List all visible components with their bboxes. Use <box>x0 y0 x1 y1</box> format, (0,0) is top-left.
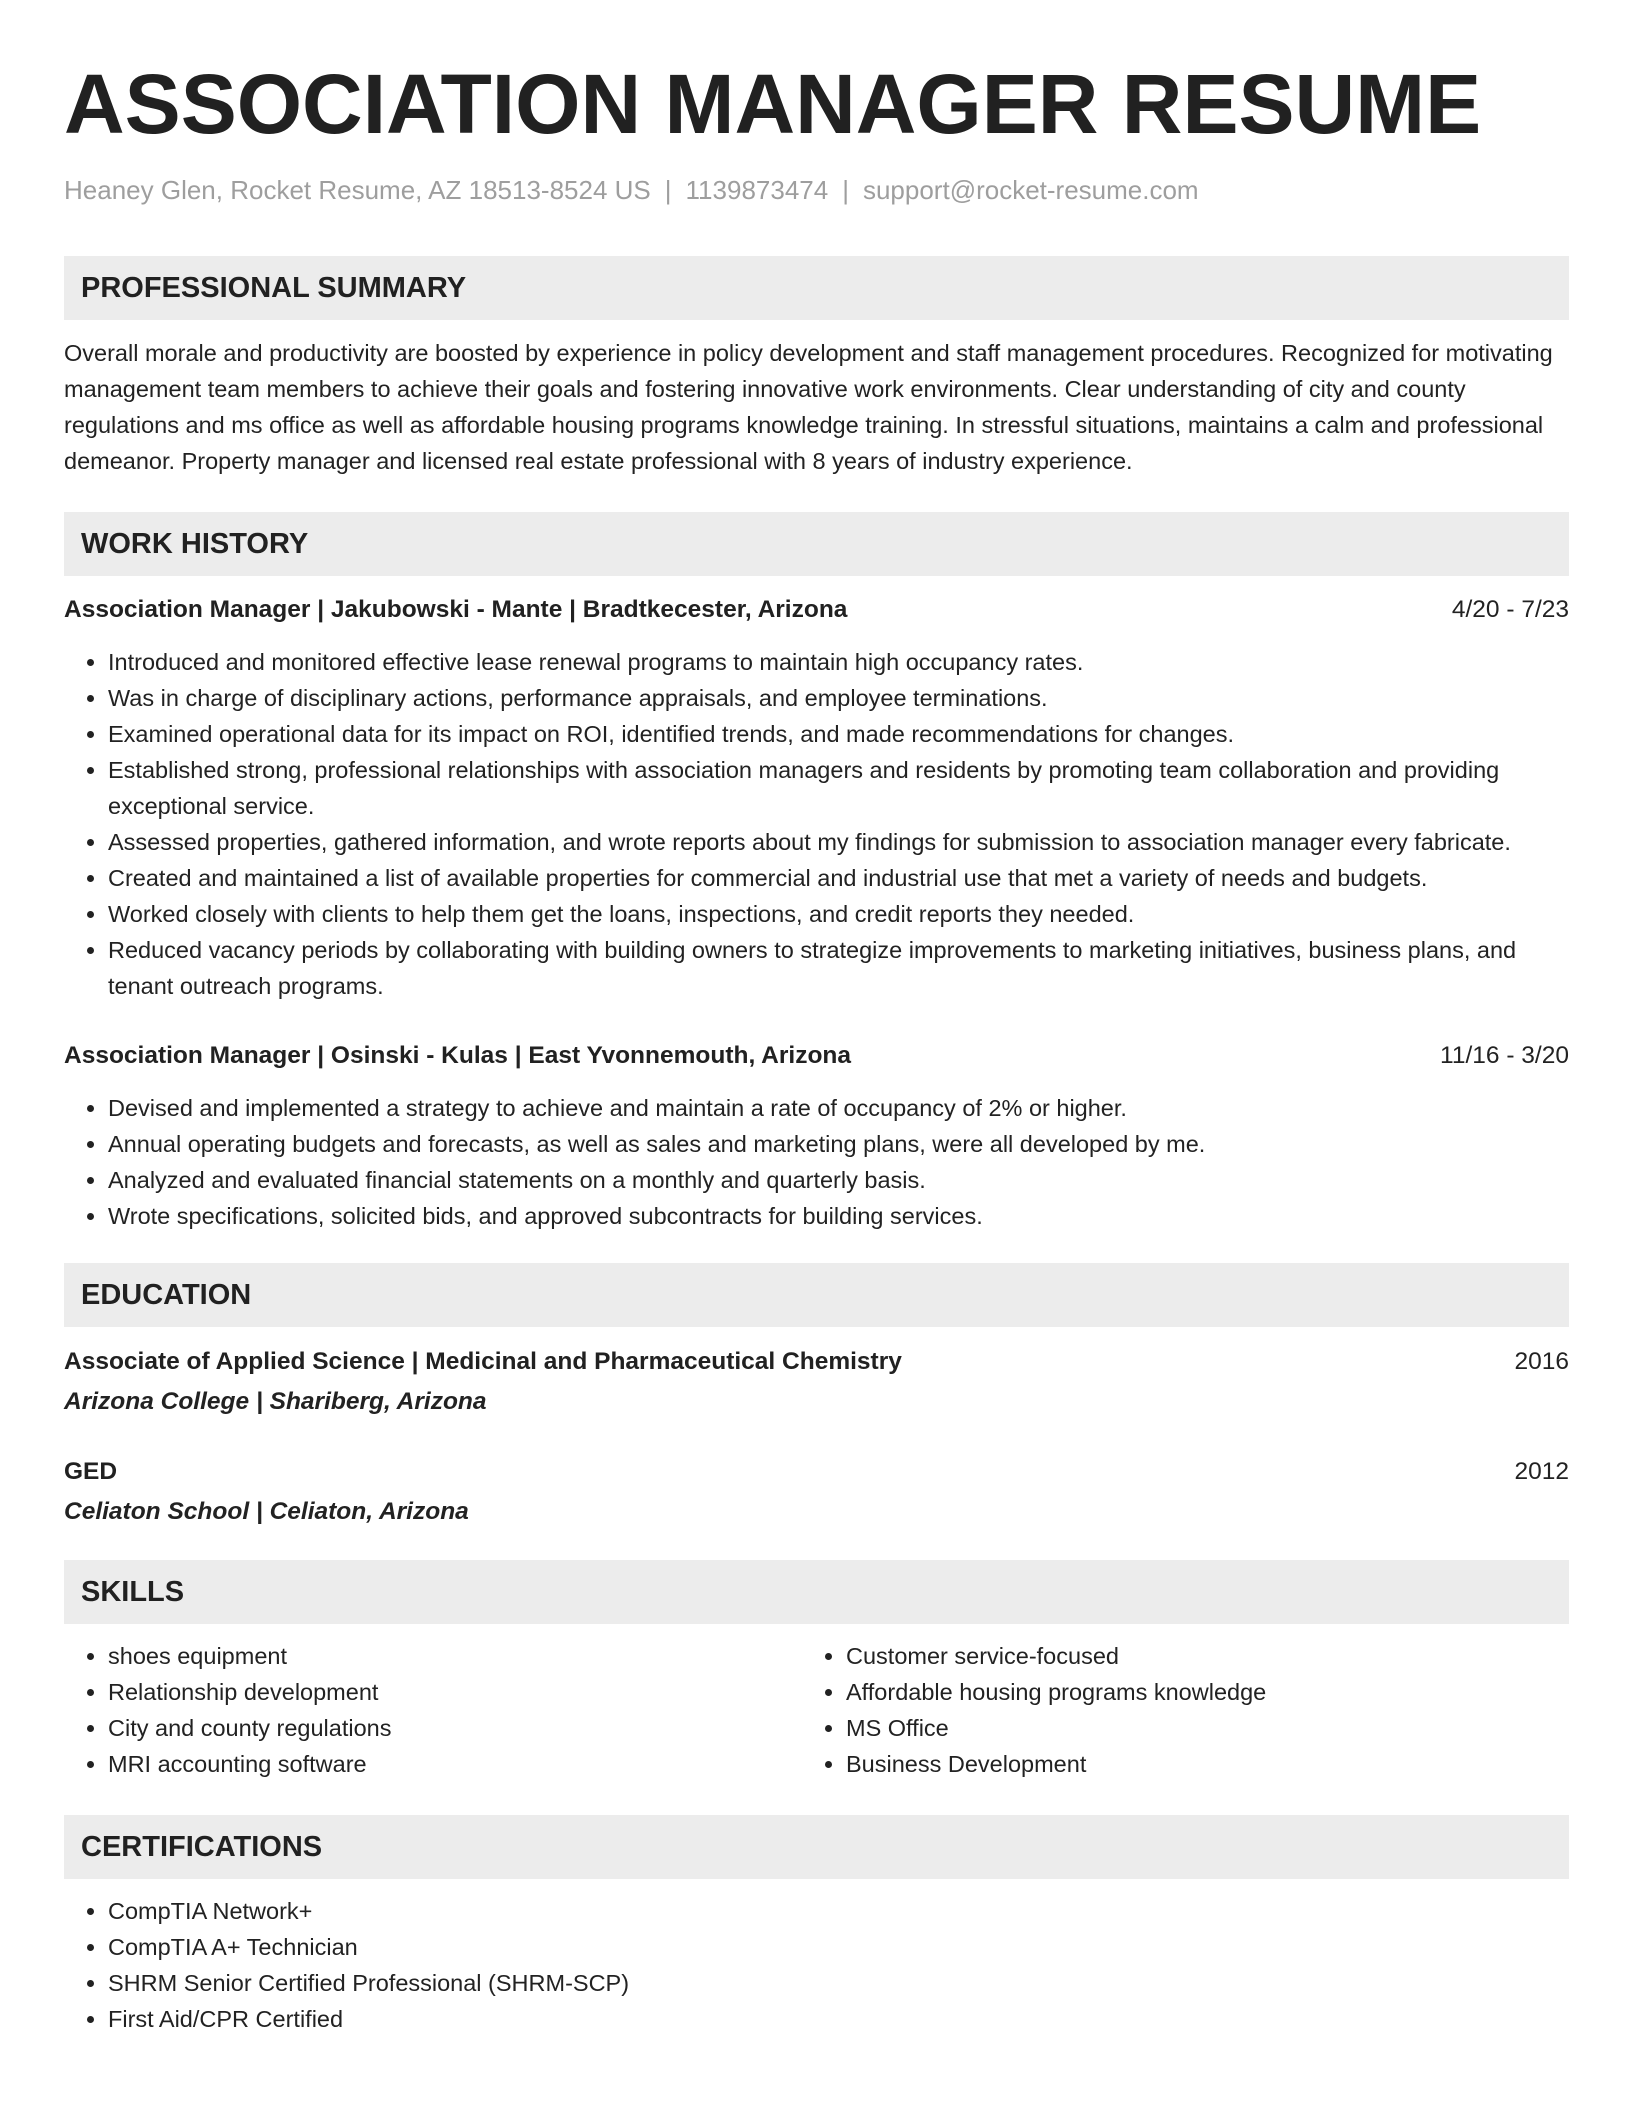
skills-section-heading: SKILLS <box>64 1560 1569 1624</box>
skill-item: • Business Development <box>846 1746 1266 1782</box>
education-header <box>64 1454 1569 1490</box>
job-bullet: • Assessed properties, gathered information, and wrote reports about my findings for submission to association manager every fabricate. <box>108 824 1569 860</box>
certification-item: • SHRM Senior Certified Professional (SHRM-SCP) <box>108 1965 1569 2001</box>
education-year: 2012 <box>1514 1458 1569 1485</box>
contact-separator: | <box>664 175 672 205</box>
job-bullet: • Established strong, professional relationships with association managers and residents by promoting team collaboration and providing exceptional service. <box>108 752 1569 824</box>
job-bullet: • Introduced and monitored effective lease renewal programs to maintain high occupancy rates. <box>108 644 1569 680</box>
skills-column-left <box>64 1638 802 1782</box>
education-degree: GED <box>64 1458 118 1485</box>
education-entry <box>64 1454 1569 1530</box>
job-bullet: • Annual operating budgets and forecasts, as well as sales and marketing plans, were all developed by me. <box>108 1126 1569 1162</box>
job-bullet: • Reduced vacancy periods by collaborating with building owners to strategize improvements to marketing initiatives, business plans, and tenant outreach programs. <box>108 932 1569 1004</box>
job-bullets <box>64 644 1569 1004</box>
job-header <box>64 1038 1569 1074</box>
job-dates: 11/16 - 3/20 <box>1440 1042 1569 1069</box>
education-section-heading: EDUCATION <box>64 1263 1569 1327</box>
job-bullet: • Analyzed and evaluated financial statements on a monthly and quarterly basis. <box>108 1162 1569 1198</box>
job-bullet: • Examined operational data for its impact on ROI, identified trends, and made recommendations for changes. <box>108 716 1569 752</box>
job-bullet: • Devised and implemented a strategy to achieve and maintain a rate of occupancy of 2% or higher. <box>108 1090 1569 1126</box>
skill-item: • Affordable housing programs knowledge <box>846 1674 1266 1710</box>
contact-line <box>64 174 1569 206</box>
skill-item: • City and county regulations <box>108 1710 802 1746</box>
skill-item: • Relationship development <box>108 1674 802 1710</box>
work-history-section-heading: WORK HISTORY <box>64 512 1569 576</box>
certification-item: • First Aid/CPR Certified <box>108 2001 1569 2037</box>
job-entry <box>64 1038 1569 1234</box>
certification-item: • CompTIA A+ Technician <box>108 1929 1569 1965</box>
contact-phone: 1139873474 <box>685 175 829 205</box>
skills-column-right <box>802 1638 1266 1782</box>
resume-title: ASSOCIATION MANAGER RESUME <box>64 57 1482 151</box>
certification-item: • CompTIA Network+ <box>108 1893 1569 1929</box>
education-school: Celiaton School | Celiaton, Arizona <box>64 1498 469 1525</box>
skill-item: • Customer service-focused <box>846 1638 1266 1674</box>
job-bullet: • Worked closely with clients to help them get the loans, inspections, and credit reports they needed. <box>108 896 1569 932</box>
education-degree: Associate of Applied Science | Medicinal and Pharmaceutical Chemistry <box>64 1348 902 1375</box>
job-bullets <box>64 1090 1569 1234</box>
job-title: Association Manager | Jakubowski - Mante | Bradtkecester, Arizona <box>64 596 848 623</box>
certifications-list <box>64 1893 1569 2037</box>
summary-section-heading: PROFESSIONAL SUMMARY <box>64 256 1569 320</box>
skill-item: • shoes equipment <box>108 1638 802 1674</box>
skill-item: • MS Office <box>846 1710 1266 1746</box>
job-dates: 4/20 - 7/23 <box>1451 596 1569 623</box>
education-year: 2016 <box>1514 1348 1569 1375</box>
job-header <box>64 592 1569 628</box>
contact-email: support@rocket-resume.com <box>862 175 1199 205</box>
education-entry <box>64 1344 1569 1420</box>
job-bullet: • Wrote specifications, solicited bids, and approved subcontracts for building services. <box>108 1198 1569 1234</box>
education-school: Arizona College | Shariberg, Arizona <box>64 1388 487 1415</box>
summary-text: Overall morale and productivity are boosted by experience in policy development and staff management procedures. Recognized for motivating management team members to achieve their goals and fostering innovative work environments. Clear understanding of city and county regulations and ms office as well as affordable housing programs knowledge training. In stressful situations, maintains a calm and professional demeanor. Property manager and licensed real estate professional with 8 years of industry experience. <box>64 340 1553 474</box>
contact-address: Heaney Glen, Rocket Resume, AZ 18513-8524 US <box>64 175 651 205</box>
job-bullet: • Created and maintained a list of available properties for commercial and industrial use that met a variety of needs and budgets. <box>108 860 1569 896</box>
job-entry <box>64 592 1569 1004</box>
job-title: Association Manager | Osinski - Kulas | East Yvonnemouth, Arizona <box>64 1042 852 1069</box>
skill-item: • MRI accounting software <box>108 1746 802 1782</box>
certifications-section-heading: CERTIFICATIONS <box>64 1815 1569 1879</box>
contact-separator: | <box>842 175 849 205</box>
education-header <box>64 1344 1569 1380</box>
job-bullet: • Was in charge of disciplinary actions, performance appraisals, and employee terminations. <box>108 680 1569 716</box>
skills-grid <box>64 1638 1569 1782</box>
